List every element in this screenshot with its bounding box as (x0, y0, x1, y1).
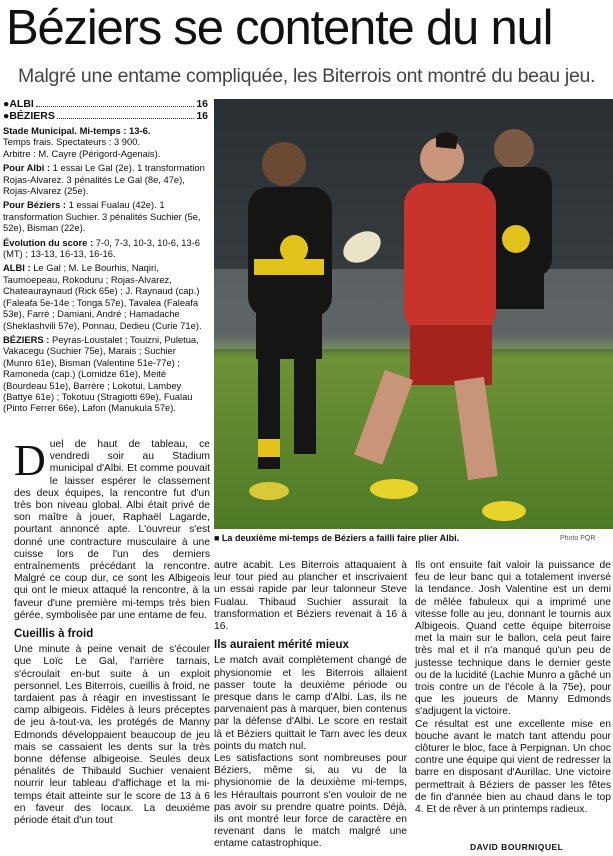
intertitle: Cueillis à froid (14, 628, 94, 641)
paragraph-text: uel de haut de tableau, ce vendredi soir au Stadium municipal d'Albi. Et comme pouvait le laisser espérer le classement des deux équipes, la rencontre fut d'un très bon niveau global. Albi était privé de son maître à jouer, Raphaël Lagarde, pourtant annoncé apte. L'ouvreur s'est donné une contracture musculaire à une cuisse lors de l'un des derniers entraînements précédant la rencontre. Malgré ce coup dur, ce sont les Albigeois qui ont le mieux attaqué la rencontre, à la faveur d'une première mi-temps très bien gérée, symbolisée par une entame de feu. (14, 439, 210, 621)
albi-team-label: ALBI : (3, 262, 31, 274)
albi-text: 1 essai Le Gal (2e). 1 transformation Rojas-Alvarez. 3 pénalités Le Gal (8e, 47e), Rojas-Alvarez (25e). (3, 162, 205, 197)
paragraph: Une minute à peine venait de s'écouler que Loïc Le Gal, l'arrière tarnais, s'écroulait en-but suite à un exploit personnel. Les Biterrois, cueillis à froid, ne tardaient pas à réagir en investissant le camp albigeois. Fidèles à leurs préceptes de jeu à-tout-va, les protégés de Manny Edmonds développaient beaucoup de jeu mais se cassaient les dents sur la très bonne défense albigeoise. Seules deux pénalités de Thibauld Suchier venaient nourrir leur tableau d'affichage et la mi-temps était atteinte sur le score de 13 à 6 en faveur des locaux. La deuxième période était d'un tout (14, 644, 210, 827)
article-column-2 (214, 560, 407, 851)
beziers-scorers (3, 199, 208, 233)
evolution-label: Évolution du score : (3, 236, 94, 248)
beziers-team-text: Peyras-Loustalet ; Touizni, Puletua, Vakacegu (Suchier 75e), Marais ; Suchier (Munro 61e), Bisman (Valentine 51e-77e) ; Ramoneda (cap.) (Lomidze 61e), Meité (Bourdeau 51e), Barrère ; Lokotui, Lambey (Battye 61e) ; Tokotuu (Stragiotti 69e), Fualau (Pinto Ferrer 66e), Lafon (Manukula 57e). (3, 333, 199, 414)
drop-cap: D (14, 436, 46, 485)
dot-leader (57, 118, 194, 119)
paragraph: Ce résultat est une excellente mise en bouche avant le match tant attendu pour clôturer le bloc, face à Perpignan. Un choc contre une équipe qui vient de redresser la barre en disposant d'Aurillac. Une victoire permettrait à Béziers de passer les fêtes de fin d'année bien au chaud dans le top 4. Et de rêver à un printemps radieux. (415, 718, 611, 816)
team-score: 16 (196, 110, 208, 122)
paragraph: Le match avait complètement changé de physionomie et les Biterrois allaient passer toute la deuxième période ou presque dans le camp d'Albi. Las, ils ne parvenaient pas à marquer, bien contenus par la défense d'Albi. Le score en restait là et Béziers quittait le Tarn avec les deux points du match nul. (214, 655, 407, 752)
match-info (3, 125, 208, 414)
article-column-3 (415, 560, 611, 816)
team-name: ●ALBI (3, 98, 34, 110)
conditions: Temps frais. Spectateurs : 3 900. (3, 136, 141, 148)
match-sidebar (3, 98, 208, 417)
beziers-team-label: BÉZIERS : (3, 333, 50, 345)
score-evolution (3, 237, 208, 260)
dot-leader (36, 106, 194, 107)
beziers-text: 1 essai Fualau (42e). 1 transformation Suchier. 3 pénalités Suchier (5e, 52e), Bisman (22e). (3, 199, 201, 234)
author-signature: DAVID BOURNIQUEL (470, 842, 564, 852)
albi-team-text: Le Gal ; M. Le Bourhis, Naqiri, Taumoepeau, Rokoduru ; Rojas-Alvarez, Chateauraynaud (Rick 65e) ; J. Raynaud (cap.) (Faleafa 5e-14e ; Tonga 57e), Tavalea (Faleafa 53e), Farré ; Damiani, André ; Hamadache (Sheklashvili 57e), Ponnau, Dedieu (Curie 71e). (3, 262, 202, 331)
albi-label: Pour Albi : (3, 162, 51, 174)
albi-scorers (3, 162, 208, 196)
intertitle: Ils auraient mérité mieux (214, 639, 349, 652)
paragraph: Les satisfactions sont nombreuses pour Béziers, même si, au vu de la physionomie de la deuxième mi-temps, les Héraultais pourront s'en vouloir de ne pas avoir su prendre quatre points. Déjà, ils ont montré leur force de caractère en revenant dans le match malgré une entame catastrophique. (214, 753, 407, 850)
score-row-beziers (3, 110, 208, 122)
evolution-text: 7-0, 7-3, 10-3, 10-6, 13-6 (MT) ; 13-13, 16-13, 16-16. (3, 236, 200, 260)
rugby-players-illustration (214, 99, 613, 529)
stadium-label: Stade Municipal. Mi-temps : 13-6. (3, 125, 151, 136)
beziers-label: Pour Béziers : (3, 199, 67, 211)
score-row-albi (3, 98, 208, 110)
paragraph: autre acabit. Les Biterrois attaquaient à leur tour pied au plancher et inscrivaient un essai rapide par leur talonneur Steve Fualau. Thibaud Suchier assurait la transformation et Béziers revenait à 16 à 16. (214, 560, 407, 633)
subhead: Malgré une entame compliquée, les Biterrois ont montré du beau jeu. (18, 65, 596, 87)
paragraph: Ils ont ensuite fait valoir la puissance de feu de leur banc qui a totalement inversé la tendance. Josh Valentine est un demi de mêlée fabuleux qui a imprimé une vitesse folle au jeu, donnant le tournis aux Albigeois. Quand cette équipe biterroise met la main sur le ballon, cela peut faire très mal et il n'a manqué qu'un peu de justesse technique dans le dernier geste ou de la lucidité (Lachie Munro a gâché un trois contre un de l'école à la 75e), pour que les joueurs de Manny Edmonds s'adjugent la victoire. (415, 560, 611, 718)
article-column-1 (14, 436, 210, 827)
photo-caption: ■ La deuxième mi-temps de Béziers a failli faire plier Albi. (214, 533, 460, 543)
paragraph (14, 436, 210, 622)
match-photo (214, 99, 613, 529)
albi-lineup (3, 262, 208, 330)
headline: Béziers se contente du nul (6, 1, 553, 55)
team-score: 16 (196, 98, 208, 110)
photo-credit: Photo PQR (560, 535, 596, 542)
referee: Arbitre : M. Cayre (Périgord-Agenais). (3, 147, 161, 159)
beziers-lineup (3, 334, 208, 414)
team-name: ●BÉZIERS (3, 110, 55, 122)
